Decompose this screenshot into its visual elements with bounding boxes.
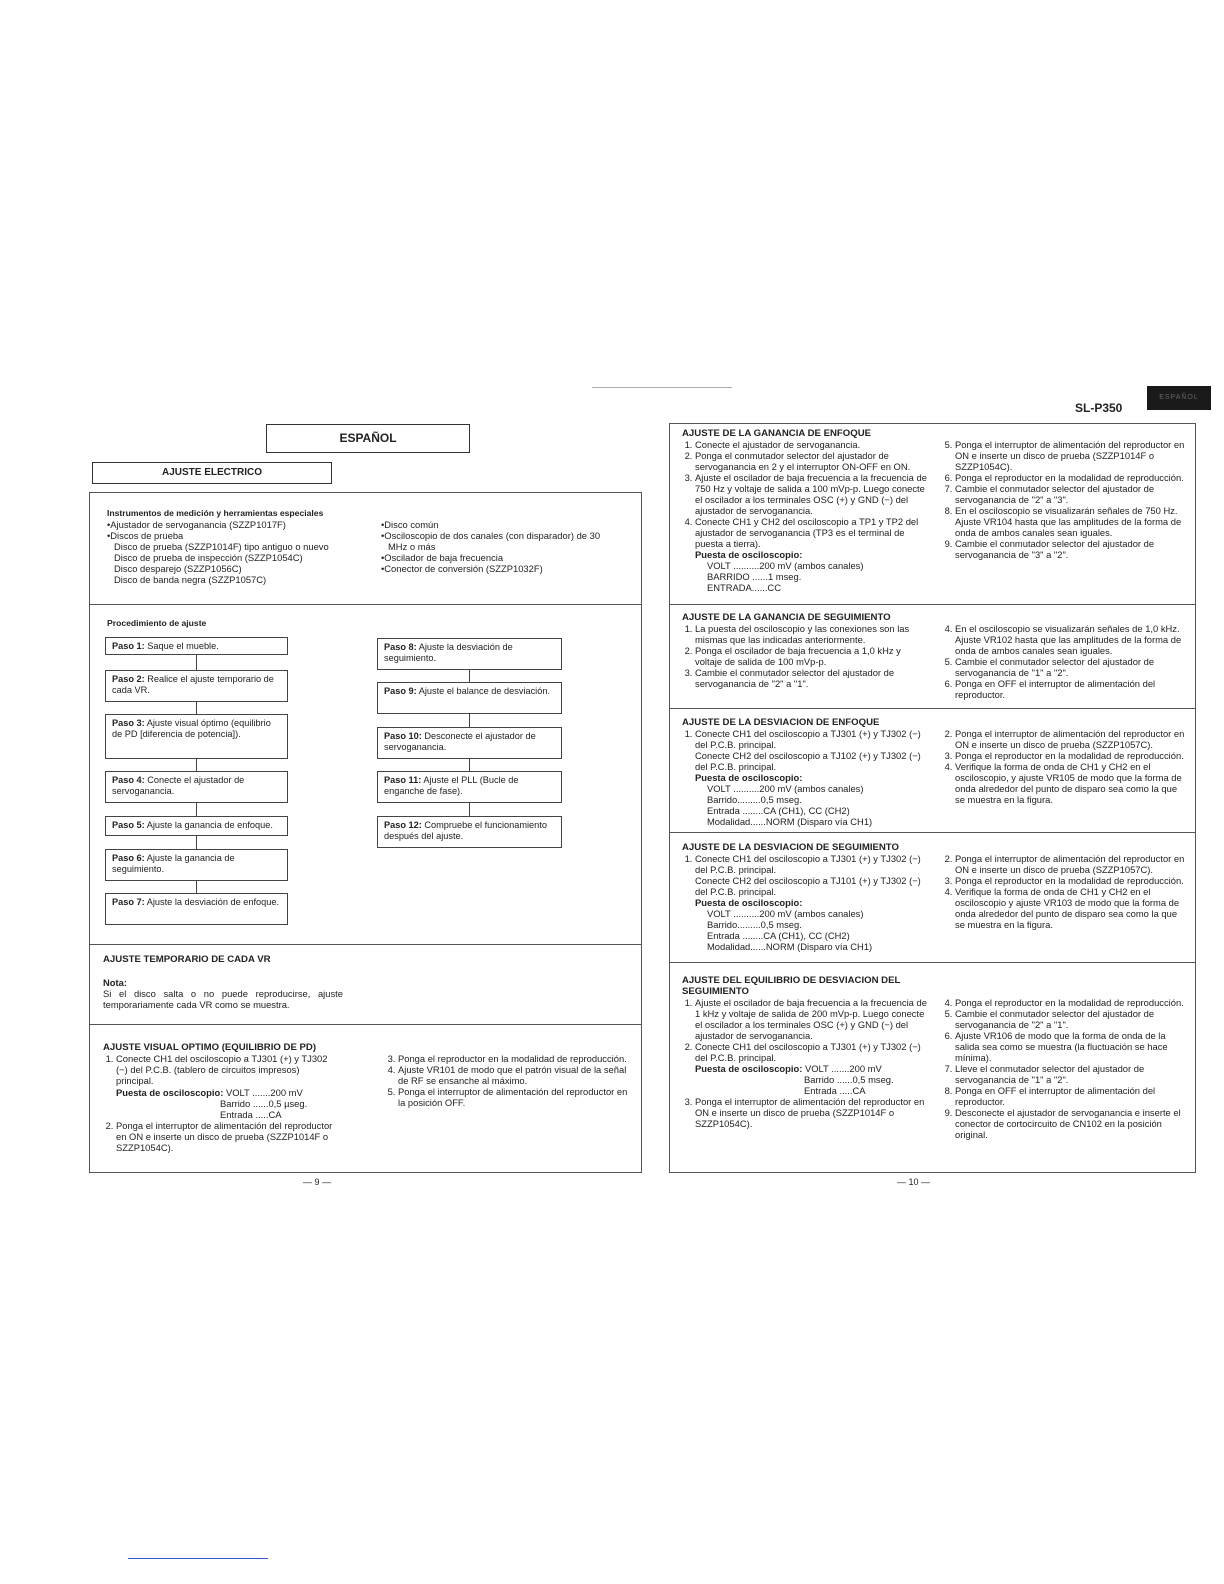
instrument-line: Disco desparejo (SZZP1056C) <box>114 563 242 574</box>
step-9: Paso 9: Ajuste el balance de desviación. <box>377 682 562 714</box>
focus-offset-left <box>682 728 928 827</box>
top-rule <box>592 387 732 388</box>
section-title-ajuste-electrico: AJUSTE ELECTRICO <box>92 462 332 484</box>
scope-row: BARRIDO ......1 mseg. <box>707 571 802 582</box>
instrument-line: Disco de prueba de inspección (SZZP1054C) <box>114 552 303 563</box>
visual-col-left <box>103 1053 339 1153</box>
step-3: Paso 3: Ajuste visual óptimo (equilibrio de PD [diferencia de potencia]). <box>105 714 288 759</box>
scope-row: VOLT ..........200 mV (ambos canales) <box>707 908 864 919</box>
tracking-offset-section <box>682 842 1187 952</box>
divider <box>669 962 1196 963</box>
focus-gain-left <box>682 439 928 593</box>
temporal-title: AJUSTE TEMPORARIO DE CADA VR <box>103 954 271 965</box>
focus-offset-section <box>682 717 1187 827</box>
scope-row: Barrido ......0,5 µseg. <box>220 1098 308 1109</box>
instruments-title: Instrumentos de medición y herramientas especiales <box>107 508 324 518</box>
tracking-offset-step: 4. Verifique la forma de onda de CH1 y CH2 en el osciloscopio y ajuste VR103 de modo que la forma de onda alrededor del punto de disparo sea como la que se muestra en la figura. <box>955 886 1186 930</box>
focus-offset-step: 1. Conecte CH1 del osciloscopio a TJ301 (+) y TJ302 (−) del P.C.B. principal. Conecte CH2 del osciloscopio a TJ102 (+) y TJ302 (−) del P.C.B. principal. Puesta de osciloscopio: VOLT ..........200 mV (ambos canales) Barrido.........0,5 mseg. Entrada ........CA (CH1), CC (CH2) Modalidad......NORM (Disparo vía CH1) <box>695 728 928 827</box>
scope-row: Entrada ........CA (CH1), CC (CH2) <box>707 805 850 816</box>
step-10: Paso 10: Desconecte el ajustador de servoganancia. <box>377 727 562 759</box>
temporal-section <box>103 954 343 1010</box>
divider <box>669 832 1196 833</box>
scope-label: Puesta de osciloscopio: <box>695 549 803 560</box>
scope-row: Barrido.........0,5 mseg. <box>707 919 802 930</box>
scope-row: Entrada .....CA <box>220 1109 282 1120</box>
balance-title: AJUSTE DEL EQUILIBRIO DE DESVIACION DEL SEGUIMIENTO <box>682 975 901 998</box>
tracking-gain-step: 4. En el osciloscopio se visualizarán señales de 1,0 kHz. Ajuste VR102 hasta que las amplitudes de la forma de onda de ambos canales sean iguales. <box>955 623 1186 656</box>
page-title: ESPAÑOL <box>266 424 470 453</box>
tracking-gain-step: 6. Ponga en OFF el interruptor de alimentación del reproductor. <box>955 678 1186 700</box>
scope-row: VOLT .......200 mV <box>804 1063 882 1074</box>
step-2: Paso 2: Realice el ajuste temporario de cada VR. <box>105 670 288 702</box>
balance-step: 3. Ponga el interruptor de alimentación del reproductor en ON e inserte un disco de prueba (SZZP1014F o SZZP1054C). <box>695 1096 928 1129</box>
visual-step: 1. Conecte CH1 del osciloscopio a TJ301 (+) y TJ302 (−) del P.C.B. (tablero de circuitos impresos) principal. Puesta de osciloscopio: VOLT .......200 mV Barrido ......0,5 µseg. Entrada .....CA <box>116 1053 339 1120</box>
focus-offset-title: AJUSTE DE LA DESVIACION DE ENFOQUE <box>682 717 880 728</box>
step-1: Paso 1: Saque el mueble. <box>105 637 288 655</box>
scope-row: Barrido ......0,5 mseg. <box>804 1074 894 1085</box>
page-number-right: — 10 — <box>897 1177 931 1187</box>
tracking-gain-left <box>682 623 928 689</box>
scope-row: VOLT ..........200 mV (ambos canales) <box>707 560 864 571</box>
instrument-line: •Osciloscopio de dos canales (con disparador) de 30 <box>381 530 601 541</box>
focus-offset-right <box>942 728 1186 805</box>
instrument-line: Disco de prueba (SZZP1014F) tipo antiguo o nuevo <box>114 541 329 552</box>
step-8: Paso 8: Ajuste la desviación de seguimiento. <box>377 638 562 670</box>
instruments-section <box>107 508 627 585</box>
step-4: Paso 4: Conecte el ajustador de servoganancia. <box>105 771 288 803</box>
procedure-title: Procedimiento de ajuste <box>107 618 207 628</box>
visual-step: 4. Ajuste VR101 de modo que el patrón visual de la señal de RF se ensanche al máximo. <box>398 1064 628 1086</box>
instruments-col1 <box>107 519 377 585</box>
instrument-line: •Discos de prueba <box>107 530 184 541</box>
focus-gain-step: 6. Ponga el reproductor en la modalidad de reproducción. <box>955 472 1186 483</box>
scope-label: Puesta de osciloscopio: <box>695 1063 803 1074</box>
step-5: Paso 5: Ajuste la ganancia de enfoque. <box>105 816 288 836</box>
balance-step: 1. Ajuste el oscilador de baja frecuencia a la frecuencia de 1 kHz y voltaje de salida de 200 mVp-p. Luego conecte el oscilador a los terminales OSC (+) y GND (−) del ajustador de servoganancia. <box>695 997 928 1041</box>
instrument-line: •Conector de conversión (SZZP1032F) <box>381 563 543 574</box>
scope-row: Barrido.........0,5 mseg. <box>707 794 802 805</box>
balance-section <box>682 975 1187 1140</box>
scope-label: Puesta de osciloscopio: <box>695 772 803 783</box>
tracking-gain-section <box>682 612 1187 700</box>
tracking-gain-step: 5. Cambie el conmutador selector del ajustador de servoganancia de "1" a "2". <box>955 656 1186 678</box>
balance-step: 2. Conecte CH1 del osciloscopio a TJ301 (+) y TJ302 (−) del P.C.B. principal. Puesta de osciloscopio: VOLT .......200 mV Barrido ......0,5 mseg. Entrada .....CA <box>695 1041 928 1096</box>
model-number: SL-P350 <box>1075 401 1123 415</box>
scope-row: Modalidad......NORM (Disparo vía CH1) <box>707 941 873 952</box>
note-text: Si el disco salta o no puede reproducirse, ajuste temporariamente cada VR como se muestra. <box>103 988 343 1011</box>
scope-row: Entrada ........CA (CH1), CC (CH2) <box>707 930 850 941</box>
balance-step: 6. Ajuste VR106 de modo que la forma de onda de la salida sea como se muestra (la fluctuación se hace mínima). <box>955 1030 1186 1063</box>
divider <box>89 1024 642 1025</box>
focus-gain-step: 9. Cambie el conmutador selector del ajustador de servoganancia de "3" a "2". <box>955 538 1186 560</box>
tracking-gain-title: AJUSTE DE LA GANANCIA DE SEGUIMIENTO <box>682 612 891 623</box>
focus-gain-step: 1. Conecte el ajustador de servoganancia. <box>695 439 928 450</box>
tracking-offset-left <box>682 853 928 952</box>
visual-title: AJUSTE VISUAL OPTIMO (EQUILIBRIO DE PD) <box>103 1042 317 1053</box>
visual-col-right <box>385 1053 628 1108</box>
focus-gain-step: 7. Cambie el conmutador selector del ajustador de servoganancia de "2" a "3". <box>955 483 1186 505</box>
bottom-rule <box>128 1558 268 1559</box>
tracking-offset-line: Conecte CH2 del osciloscopio a TJ101 (+) y TJ302 (−) del P.C.B. principal. <box>695 875 921 897</box>
step-12: Paso 12: Compruebe el funcionamiento después del ajuste. <box>377 816 562 848</box>
scope-row: Modalidad......NORM (Disparo vía CH1) <box>707 816 873 827</box>
focus-gain-step: 5. Ponga el interruptor de alimentación del reproductor en ON e inserte un disco de prueba (SZZP1014F o SZZP1054C). <box>955 439 1186 472</box>
visual-step: 5. Ponga el interruptor de alimentación del reproductor en la posición OFF. <box>398 1086 628 1108</box>
focus-gain-step: 4. Conecte CH1 y CH2 del osciloscopio a TP1 y TP2 del ajustador de servoganancia (TP3 es el terminal de puesta a tierra). Puesta de osciloscopio: VOLT ..........200 mV (ambos canales) BARRIDO ......1 mseg. ENTRADA......CC <box>695 516 928 593</box>
instrument-line: •Oscilador de baja frecuencia <box>381 552 504 563</box>
focus-gain-right <box>942 439 1186 560</box>
divider <box>89 604 642 605</box>
tracking-gain-step: 1. La puesta del osciloscopio y las conexiones son las mismas que las indicadas anteriormente. <box>695 623 928 645</box>
balance-step: 7. Lleve el conmutador selector del ajustador de servoganancia de "1" a "2". <box>955 1063 1186 1085</box>
tracking-offset-right <box>942 853 1186 930</box>
instrument-line: •Disco común <box>381 519 439 530</box>
balance-right <box>942 997 1186 1140</box>
scope-row: Entrada .....CA <box>804 1085 866 1096</box>
tracking-offset-step: 1. Conecte CH1 del osciloscopio a TJ301 (+) y TJ302 (−) del P.C.B. principal. Conecte CH2 del osciloscopio a TJ101 (+) y TJ302 (−) del P.C.B. principal. Puesta de osciloscopio: VOLT ..........200 mV (ambos canales) Barrido.........0,5 mseg. Entrada ........CA (CH1), CC (CH2) Modalidad......NORM (Disparo vía CH1) <box>695 853 928 952</box>
divider <box>669 604 1196 605</box>
balance-step: 9. Desconecte el ajustador de servoganancia e inserte el conector de cortocircuito de CN102 en la posición original. <box>955 1107 1186 1140</box>
balance-step: 5. Cambie el conmutador selector del ajustador de servoganancia de "2" a "1". <box>955 1008 1186 1030</box>
tracking-gain-right <box>942 623 1186 700</box>
focus-gain-section <box>682 428 1187 593</box>
visual-step: 3. Ponga el reproductor en la modalidad de reproducción. <box>398 1053 628 1064</box>
page-number-left: — 9 — <box>303 1177 332 1187</box>
scope-label: Puesta de osciloscopio: <box>695 897 803 908</box>
focus-gain-step: 8. En el osciloscopio se visualizarán señales de 750 Hz. Ajuste VR104 hasta que las amplitudes de la forma de onda de ambos canales sean iguales. <box>955 505 1186 538</box>
instrument-line: Disco de banda negra (SZZP1057C) <box>114 574 267 585</box>
balance-step: 8. Ponga en OFF el interruptor de alimentación del reproductor. <box>955 1085 1186 1107</box>
instrument-line: •Ajustador de servoganancia (SZZP1017F) <box>107 519 286 530</box>
tracking-offset-title: AJUSTE DE LA DESVIACION DE SEGUIMIENTO <box>682 842 899 853</box>
scope-label: Puesta de osciloscopio: <box>116 1087 224 1098</box>
focus-gain-title: AJUSTE DE LA GANANCIA DE ENFOQUE <box>682 428 872 439</box>
step-6: Paso 6: Ajuste la ganancia de seguimiento. <box>105 849 288 881</box>
scope-row: ENTRADA......CC <box>707 582 781 593</box>
note-label: Nota: <box>103 977 127 989</box>
focus-offset-line: Conecte CH2 del osciloscopio a TJ102 (+) y TJ302 (−) del P.C.B. principal. <box>695 750 921 772</box>
instruments-col2 <box>381 519 631 574</box>
focus-offset-step: 2. Ponga el interruptor de alimentación del reproductor en ON e inserte un disco de prueba (SZZP1057C). <box>955 728 1186 750</box>
scope-row: VOLT .......200 mV <box>225 1087 303 1098</box>
focus-gain-step: 2. Ponga el conmutador selector del ajustador de servoganancia en 2 y el interruptor ON-OFF en ON. <box>695 450 928 472</box>
balance-left <box>682 997 928 1129</box>
scope-row: VOLT ..........200 mV (ambos canales) <box>707 783 864 794</box>
tracking-gain-step: 3. Cambie el conmutador selector del ajustador de servoganancia de "2" a "1". <box>695 667 928 689</box>
visual-section <box>103 1042 633 1153</box>
step-7: Paso 7: Ajuste la desviación de enfoque. <box>105 893 288 925</box>
instrument-line: MHz o más <box>388 541 436 552</box>
balance-step: 4. Ponga el reproductor en la modalidad de reproducción. <box>955 997 1186 1008</box>
focus-offset-step: 4. Verifique la forma de onda de CH1 y CH2 en el osciloscopio, y ajuste VR105 de modo que la forma de onda alrededor del punto de disparo sea como la que se muestra en la figura. <box>955 761 1186 805</box>
tracking-offset-step: 3. Ponga el reproductor en la modalidad de reproducción. <box>955 875 1186 886</box>
focus-offset-step: 3. Ponga el reproductor en la modalidad de reproducción. <box>955 750 1186 761</box>
tracking-offset-step: 2. Ponga el interruptor de alimentación del reproductor en ON e inserte un disco de prueba (SZZP1057C). <box>955 853 1186 875</box>
divider <box>89 944 642 945</box>
tracking-gain-step: 2. Ponga el oscilador de baja frecuencia a 1,0 kHz y voltaje de salida de 100 mVp-p. <box>695 645 928 667</box>
step-11: Paso 11: Ajuste el PLL (Bucle de enganche de fase). <box>377 771 562 803</box>
focus-gain-step: 3. Ajuste el oscilador de baja frecuencia a la frecuencia de 750 Hz y voltaje de salida a 100 mVp-p. Luego conecte el oscilador a los terminales OSC (+) y GND (−) del ajustador de servoganancia. <box>695 472 928 516</box>
visual-step: 2. Ponga el interruptor de alimentación del reproductor en ON e inserte un disco de prueba (SZZP1014F o SZZP1054C). <box>116 1120 339 1153</box>
divider <box>669 708 1196 709</box>
language-tab: ESPAÑOL <box>1147 386 1211 410</box>
